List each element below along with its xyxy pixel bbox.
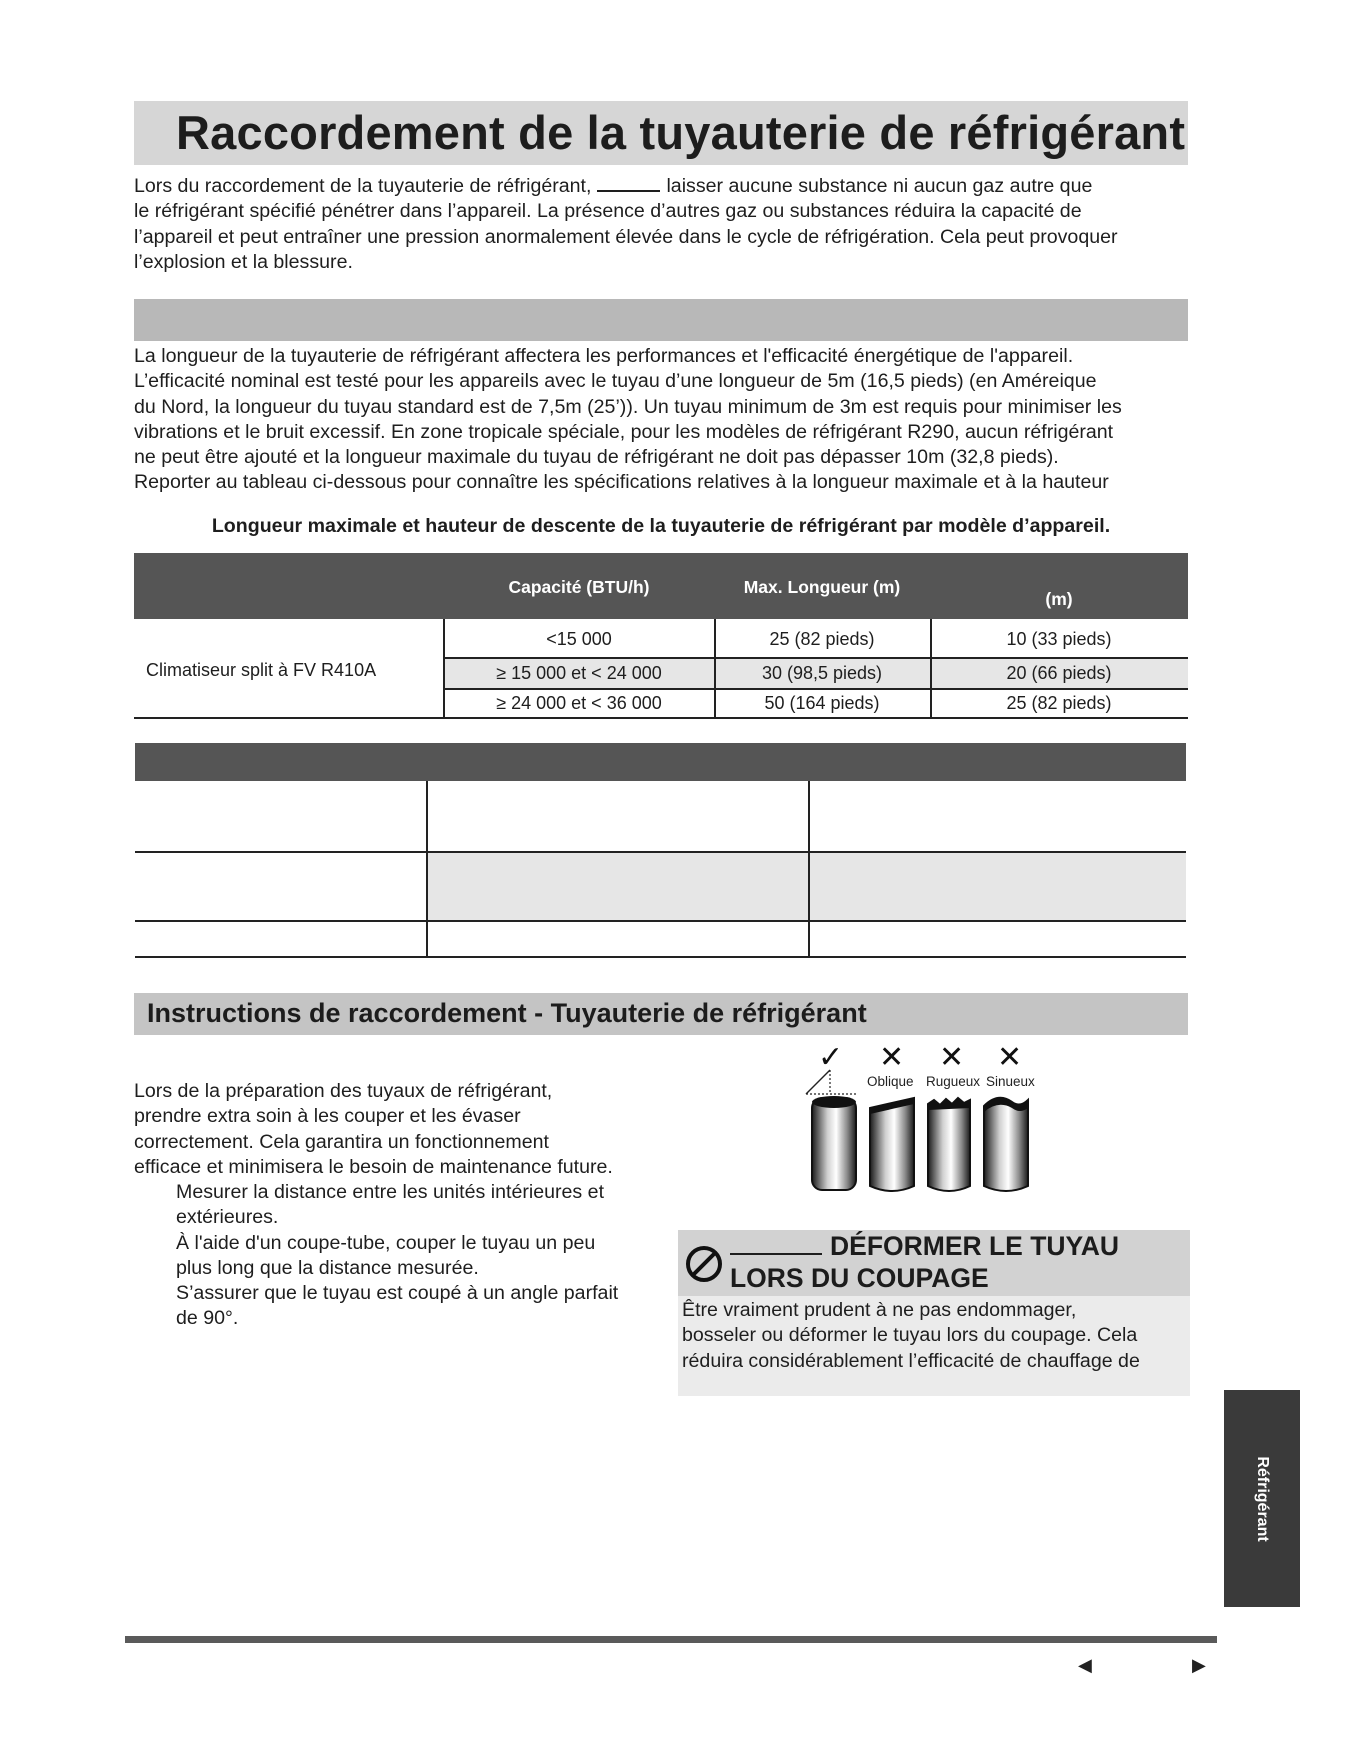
paragraph-line: prendre extra soin à les couper et les évaser <box>134 1105 521 1128</box>
warning-text <box>682 1298 1140 1374</box>
cell-height: 25 (82 pieds) <box>1006 693 1112 713</box>
intro-line: l’appareil et peut entraîner une pression anormalement élevée dans le cycle de réfrigération. Cela peut provoquer <box>134 225 1118 248</box>
paragraph-line: correctement. Cela garantira un fonctionnement <box>134 1130 549 1153</box>
warning-line: Être vraiment prudent à ne pas endommager, <box>682 1299 1077 1321</box>
header-height: (m) <box>1045 589 1073 609</box>
step-line: extérieures. <box>176 1206 279 1229</box>
intro-text-part1: Lors du raccordement de la tuyauterie de réfrigérant, <box>134 175 592 197</box>
intro-text-part2: laisser aucune substance ni aucun gaz autre que <box>666 175 1093 197</box>
pipe-oblique-icon <box>870 1098 914 1191</box>
intro-line: l’explosion et la blessure. <box>134 250 353 273</box>
step-line: plus long que la distance mesurée. <box>176 1256 479 1279</box>
cell-capacity: ≥ 24 000 et < 36 000 <box>496 693 662 713</box>
pipe-length-paragraph <box>134 344 1204 496</box>
pipe-straight-icon <box>812 1096 856 1190</box>
step-line: S’assurer que le tuyau est coupé à un angle parfait <box>176 1282 619 1305</box>
blank-line <box>597 174 660 192</box>
table-bottom-rule <box>134 717 1188 719</box>
cross-icon: ✕ <box>997 1041 1023 1074</box>
page-title-bar <box>134 101 1188 165</box>
section-connection-instructions <box>134 993 1188 1035</box>
paragraph-line: Lors de la préparation des tuyaux de réfrigérant, <box>134 1080 553 1102</box>
cell-max-length: 25 (82 pieds) <box>769 629 875 649</box>
table-caption: Longueur maximale et hauteur de descente de la tuyauterie de réfrigérant par modèle d’appareil. <box>211 515 1111 537</box>
pipe-label-wavy: Sinueux <box>986 1074 1035 1089</box>
warning-title-line-1 <box>730 1230 1119 1262</box>
warning-header <box>678 1230 1190 1296</box>
next-page-icon[interactable]: ▶ <box>1192 1655 1206 1675</box>
column-divider <box>808 781 810 957</box>
previous-page-icon[interactable]: ◀ <box>1078 1655 1092 1675</box>
warning-line: réduira considérablement l’efficacité de chauffage de <box>682 1349 1140 1372</box>
pipe-wavy-icon <box>984 1098 1028 1191</box>
step-line: À l'aide d'un coupe-tube, couper le tuyau un peu <box>176 1231 596 1254</box>
paragraph-line: du Nord, la longueur du tuyau standard est de 7,5m (25’)). Un tuyau minimum de 3m est requis pour minimiser les <box>134 395 1122 418</box>
paragraph-line: vibrations et le bruit excessif. En zone tropicale spéciale, pour les modèles de réfrigérant R290, aucun réfrigérant <box>134 420 1114 443</box>
paragraph-line: efficace et minimisera le besoin de maintenance future. <box>134 1155 613 1178</box>
paragraph-line: La longueur de la tuyauterie de réfrigérant affectera les performances et l'efficacité énergétique de l'appareil. <box>134 345 1074 367</box>
header-capacity: Capacité (BTU/h) <box>508 577 650 597</box>
row-divider <box>135 851 1186 853</box>
pipe-label-rough: Rugueux <box>926 1074 981 1089</box>
cell-capacity: ≥ 15 000 et < 24 000 <box>496 663 662 683</box>
paragraph-line: Reporter au tableau ci-dessous pour connaître les spécifications relatives à la longueur maximale et à la hauteur <box>134 471 1109 494</box>
pipe-drawings <box>800 1062 1050 1198</box>
cell-capacity: <15 000 <box>546 629 612 649</box>
header-max-length: Max. Longueur (m) <box>743 577 901 597</box>
side-tab-refrigerant[interactable] <box>1224 1390 1300 1607</box>
pipe-label-oblique: Oblique <box>867 1074 914 1089</box>
prohibited-icon <box>684 1244 724 1284</box>
model-cell: Climatiseur split à FV R410A <box>146 660 377 680</box>
intro-line: le réfrigérant spécifié pénétrer dans l’appareil. La présence d’autres gaz ou substances réduira la capacité de <box>134 200 1082 223</box>
section-bar-pipe-length <box>134 299 1188 341</box>
check-icon: ✓ <box>818 1041 844 1074</box>
step-line: de 90°. <box>176 1307 239 1330</box>
section-title: Instructions de raccordement - Tuyauterie de réfrigérant <box>147 998 867 1028</box>
paragraph-line: ne peut être ajouté et la longueur maximale du tuyau de réfrigérant ne doit pas dépasser 10m (32,8 pieds). <box>134 446 1059 469</box>
row-divider <box>444 657 1188 659</box>
table-bottom-rule <box>135 956 1186 958</box>
steps-list <box>176 1180 696 1332</box>
row-divider <box>135 920 1186 922</box>
paragraph-line: L’efficacité nominal est testé pour les appareils avec le tuyau d’une longueur de 5m (16,5 pieds) (en Améreique <box>134 370 1097 393</box>
side-tab-label: Réfrigérant <box>1254 1455 1271 1542</box>
step-line: Mesurer la distance entre les unités intérieures et <box>176 1181 605 1203</box>
blank-line <box>730 1233 822 1255</box>
cell-max-length: 30 (98,5 pieds) <box>761 663 883 683</box>
footer-rule <box>125 1636 1217 1643</box>
cell-height: 10 (33 pieds) <box>1006 629 1112 649</box>
warning-line: bosseler ou déformer le tuyau lors du coupage. Cela <box>682 1324 1138 1347</box>
pipe-rough-icon <box>928 1098 970 1191</box>
cell-height: 20 (66 pieds) <box>1006 663 1112 683</box>
row-divider <box>444 688 1188 690</box>
table-header <box>135 743 1186 781</box>
prep-paragraph <box>134 1079 694 1180</box>
right-angle-icon <box>806 1070 856 1094</box>
column-divider <box>426 781 428 957</box>
cell-max-length: 50 (164 pieds) <box>764 693 880 713</box>
intro-paragraph <box>134 174 1194 275</box>
cross-icon: ✕ <box>879 1041 905 1074</box>
cross-icon: ✕ <box>939 1041 965 1074</box>
row-shade <box>427 852 1186 920</box>
warning-title-text: DÉFORMER LE TUYAU <box>830 1231 1120 1261</box>
warning-title-line-2: LORS DU COUPAGE <box>730 1263 989 1293</box>
page-title: Raccordement de la tuyauterie de réfrigérant <box>176 106 1186 159</box>
warning-body <box>678 1296 1190 1396</box>
